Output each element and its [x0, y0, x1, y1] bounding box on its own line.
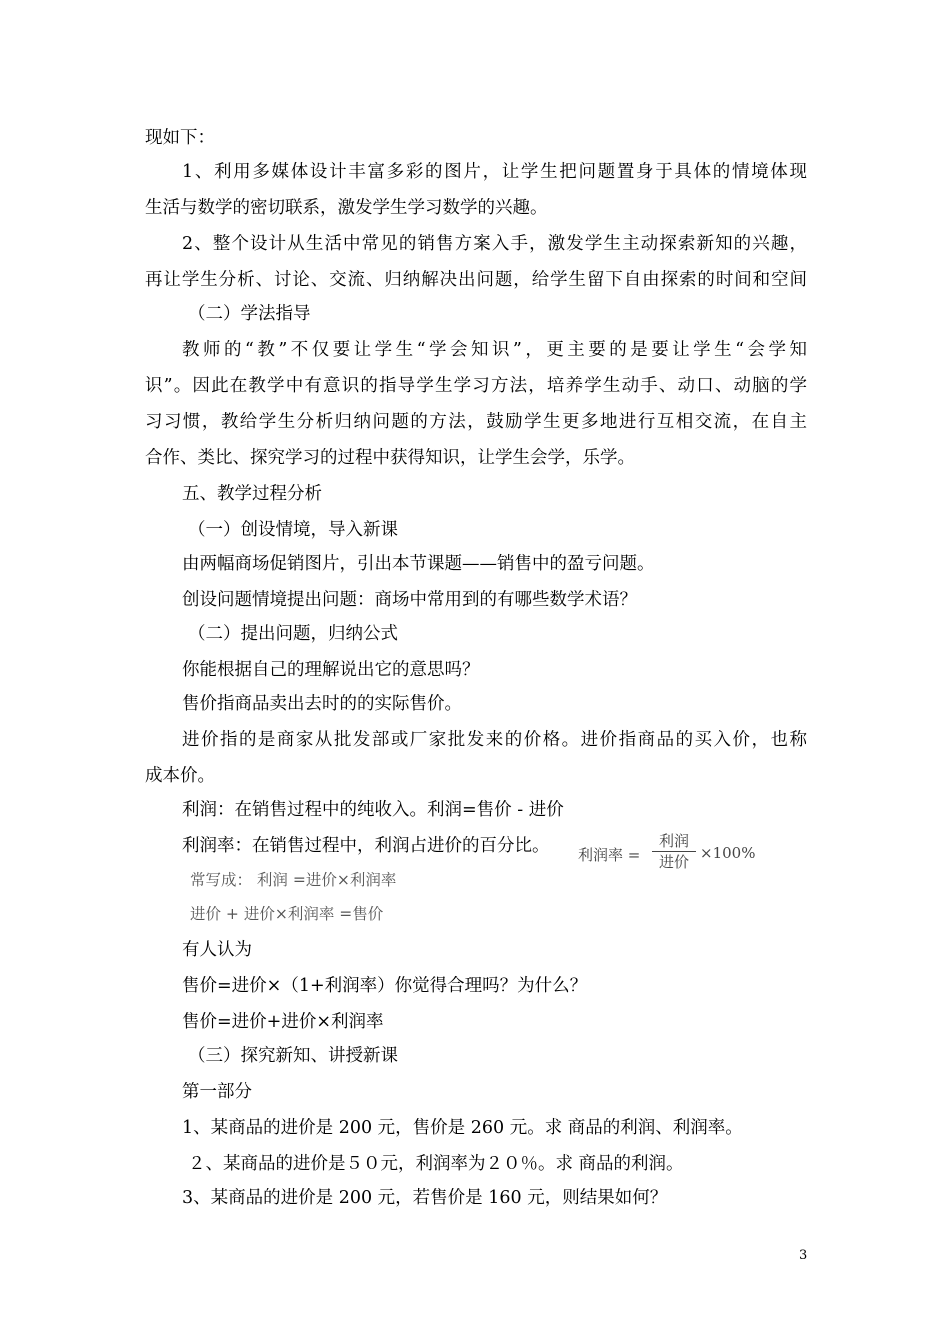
text-line: 有人认为	[182, 940, 252, 960]
text-line: 生活与数学的密切联系，激发学生学习数学的兴趣。	[145, 198, 548, 218]
section-heading: （三）探究新知、讲授新课	[188, 1046, 398, 1066]
text-line: 创设问题情境提出问题：商场中常用到的有哪些数学术语？	[182, 590, 637, 610]
formula-line: 进价 + 进价×利润率 =售价	[190, 905, 384, 923]
text-line: 2、整个设计从生活中常见的销售方案入手，激发学生主动探索新知的兴趣，	[182, 234, 807, 254]
text-line: ２、某商品的进价是５０元，利润率为２０％。求 商品的利润。	[188, 1154, 684, 1174]
text-line: 1、利用多媒体设计丰富多彩的图片，让学生把问题置身于具体的情境体现	[182, 162, 807, 182]
text-line: 售价=进价+进价×利润率	[182, 1012, 384, 1032]
text-line: 习习惯，教给学生分析归纳问题的方法，鼓励学生更多地进行互相交流，在自主	[145, 412, 807, 432]
text-line: 由两幅商场促销图片，引出本节课题——销售中的盈亏问题。	[182, 554, 655, 574]
text-line: 3、某商品的进价是 200 元，若售价是 160 元，则结果如何？	[182, 1188, 668, 1208]
page-number: 3	[799, 1248, 808, 1263]
text-line: 识”。因此在教学中有意识的指导学生学习方法，培养学生动手、动口、动脑的学	[145, 376, 807, 396]
text-line: 现如下：	[145, 128, 215, 148]
formula-line: 常写成： 利润 =进价×利润率	[190, 871, 397, 889]
fraction-bar	[652, 851, 696, 852]
formula-lhs: 利润率 =	[578, 846, 641, 864]
text-line: 第一部分	[182, 1082, 252, 1102]
formula-denominator: 进价	[658, 853, 689, 871]
text-line: 利润：在销售过程中的纯收入。利润=售价 - 进价	[182, 800, 564, 820]
section-heading: 五、教学过程分析	[182, 484, 322, 504]
text-line: 教师的“教”不仅要让学生“学会知识”，更主要的是要让学生“会学知	[182, 340, 807, 360]
text-line: 进价指的是商家从批发部或厂家批发来的价格。进价指商品的买入价，也称	[182, 730, 807, 750]
section-heading: （一）创设情境，导入新课	[188, 520, 398, 540]
text-line: 合作、类比、探究学习的过程中获得知识，让学生会学，乐学。	[145, 448, 635, 468]
text-line: 售价指商品卖出去时的的实际售价。	[182, 694, 462, 714]
formula-fraction	[652, 832, 696, 871]
text-line: 成本价。	[145, 766, 215, 786]
formula-rhs: ×100%	[700, 844, 756, 862]
section-heading: （二）提出问题，归纳公式	[188, 624, 398, 644]
text-line: 利润率：在销售过程中，利润占进价的百分比。	[182, 836, 550, 856]
text-line: 1、某商品的进价是 200 元，售价是 260 元。求 商品的利润、利润率。	[182, 1118, 743, 1138]
text-line: 售价=进价×（1+利润率）你觉得合理吗？为什么？	[182, 976, 588, 996]
text-line: 再让学生分析、讨论、交流、归纳解决出问题，给学生留下自由探索的时间和空间	[145, 270, 807, 290]
text-line: 你能根据自己的理解说出它的意思吗？	[182, 660, 480, 680]
formula-numerator: 利润	[658, 832, 689, 850]
section-heading: （二）学法指导	[188, 304, 311, 324]
